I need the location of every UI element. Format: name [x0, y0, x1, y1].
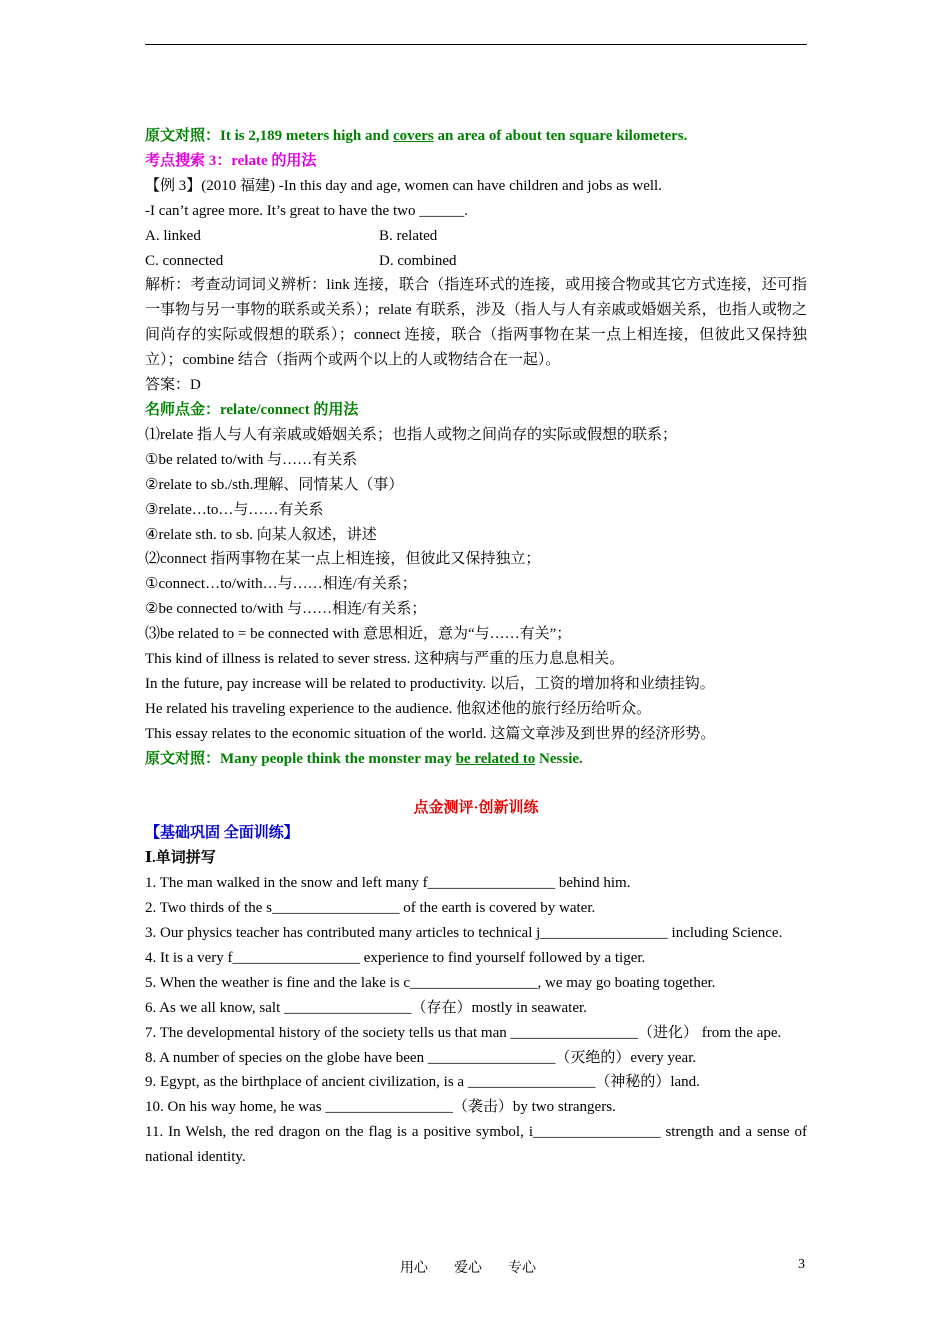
exercise-item: 1. The man walked in the snow and left many f_________________ behind him. [145, 875, 631, 892]
exercise-item: 8. A number of species on the globe have been _________________（灭绝的）every year. [145, 1049, 697, 1066]
exercise-item: 7. The developmental history of the society tells us that man _________________（进化） from the ape. [145, 1024, 782, 1041]
original-text-comparison-1: 原文对照：It is 2,189 meters high and covers an area of about ten square kilometers. [145, 128, 688, 144]
original-text-comparison-2: 原文对照：Many people think the monster may be related to Nessie. [145, 750, 583, 767]
options-row-1 [145, 224, 807, 249]
point-heading: 考点搜索 3：relate 的用法 [145, 152, 317, 169]
exercise-item: 5. When the weather is fine and the lake is c_________________, we may go boating together. [145, 974, 716, 991]
tip-line: This kind of illness is related to sever stress. 这种病与严重的压力息息相关。 [145, 651, 625, 668]
exercise-item: 6. As we all know, salt _________________（存在）mostly in seawater. [145, 999, 587, 1016]
exercise-item: 2. Two thirds of the s_________________ of the earth is covered by water. [145, 900, 596, 917]
tip-line: ①be related to/with 与……有关系 [145, 451, 358, 468]
header-rule [145, 44, 807, 45]
blank-line [145, 772, 807, 797]
exercise-item: 9. Egypt, as the birthplace of ancient civilization, is a _________________（神秘的）land. [145, 1074, 700, 1091]
tip-line: ⑵connect 指两事物在某一点上相连接，但彼此又保持独立； [145, 551, 541, 568]
example-question: 【例 3】(2010 福建) -In this day and age, women can have children and jobs as well. [145, 177, 662, 194]
tip-line: In the future, pay increase will be related to productivity. 以后，工资的增加将和业绩挂钩。 [145, 675, 715, 692]
footer-motto: 用心 爱心 专心 [400, 1261, 536, 1276]
tip-line: ②be connected to/with 与……相连/有关系； [145, 601, 427, 618]
section-title: 点金测评·创新训练 [413, 800, 539, 817]
exercise-item: 4. It is a very f_________________ experience to find yourself followed by a tiger. [145, 949, 646, 966]
tips-heading: 名师点金：relate/connect 的用法 [145, 401, 359, 418]
tip-line: ④relate sth. to sb. 向某人叙述，讲述 [145, 526, 377, 543]
exercise-item: 10. On his way home, he was _________________（袭击）by two strangers. [145, 1099, 616, 1116]
option-a: A. linked [145, 227, 201, 244]
example-question-reply: -I can’t agree more. It’s great to have the two ______. [145, 202, 468, 219]
exercise-item: 11. In Welsh, the red dragon on the flag is a positive symbol, i_________________ strength and a sense of national identity. [145, 1124, 807, 1166]
answer: 答案：D [145, 377, 201, 394]
tip-line: This essay relates to the economic situation of the world. 这篇文章涉及到世界的经济形势。 [145, 725, 716, 742]
underlined-word: covers [392, 128, 434, 144]
option-b: B. related [379, 227, 438, 244]
option-d: D. combined [379, 252, 457, 269]
tip-line: ①connect…to/with…与……相连/有关系； [145, 576, 417, 593]
option-c: C. connected [145, 252, 224, 269]
tip-line: ②relate to sb./sth.理解、同情某人（事） [145, 476, 404, 493]
underlined-phrase: be related to [455, 750, 536, 767]
tip-line: ⑶be related to = be connected with 意思相近，意为“与……有关”； [145, 626, 572, 643]
tip-line: He related his traveling experience to the audience. 他叙述他的旅行经历给听众。 [145, 700, 652, 717]
page-content [145, 124, 807, 1170]
page-number: 3 [798, 1257, 805, 1272]
tip-line: ⑴relate 指人与人有亲戚或婚姻关系；也指人或物之间尚存的实际或假想的联系； [145, 426, 678, 443]
sub-heading: 【基础巩固 全面训练】 [145, 825, 299, 842]
exercise-item: 3. Our physics teacher has contributed many articles to technical j_________________ including Science. [145, 924, 783, 941]
tips-list [145, 423, 807, 747]
options-row-2 [145, 249, 807, 274]
exercise-list [145, 871, 807, 1170]
analysis-paragraph: 解析：考查动词词义辨析：link 连接，联合（指连环式的连接，或用接合物或其它方式连接，还可指一事物与另一事物的联系或关系）；relate 有联系，涉及（指人与人有亲戚或婚姻关系，也指人或物之间尚存的实际或假想的联系）；connect 连接，联合（指两事物在某一点上相连接，但彼此又保持独立）；combine 结合（指两个或两个以上的人或物结合在一起）。 [145, 277, 807, 369]
part-heading: Ⅰ.单词拼写 [145, 850, 216, 867]
tip-line: ③relate…to…与……有关系 [145, 501, 324, 518]
